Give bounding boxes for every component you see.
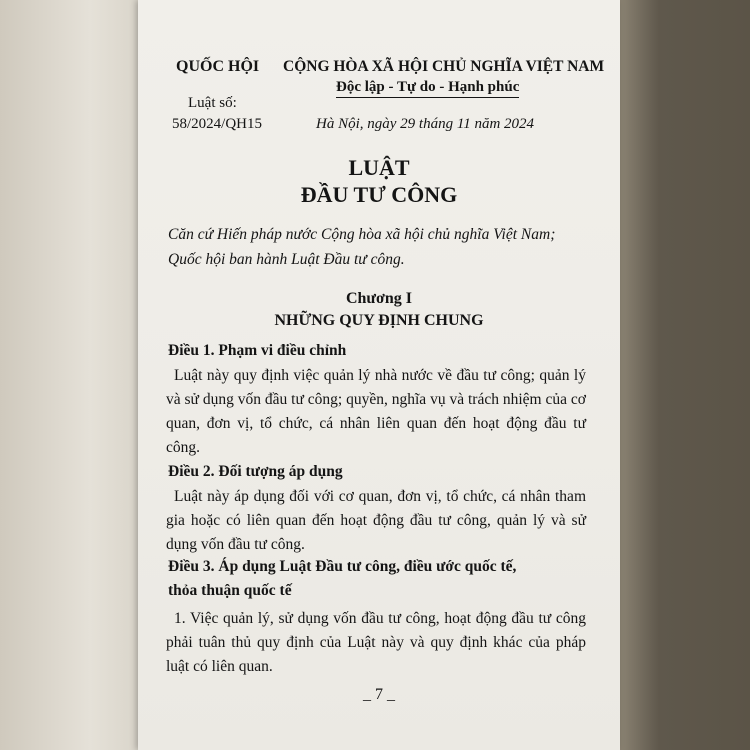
- chapter-name: NHỮNG QUY ĐỊNH CHUNG: [274, 312, 484, 329]
- article-1-heading: Điều 1. Phạm vi điều chỉnh: [168, 342, 347, 359]
- document-page: [138, 0, 620, 750]
- article-3-heading-line-1: Điều 3. Áp dụng Luật Đầu tư công, điều ước quốc tế,: [168, 558, 517, 575]
- law-title: LUẬT: [348, 155, 410, 180]
- chapter-number: Chương I: [345, 290, 413, 307]
- article-3-heading-line-2: thỏa thuận quốc tế: [168, 582, 292, 599]
- law-number: 58/2024/QH15: [172, 116, 262, 132]
- page-number: _ 7 _: [363, 686, 395, 703]
- place-date: Hà Nội, ngày 29 tháng 11 năm 2024: [316, 116, 535, 132]
- preamble-line-2: Quốc hội ban hành Luật Đầu tư công.: [168, 251, 405, 268]
- issuer: QUỐC HỘI: [176, 58, 260, 75]
- article-3-body: 1. Việc quản lý, sử dụng vốn đầu tư công, hoạt động đầu tư công phải tuân thủ quy định của Luật này và quy định khác của pháp luật có liên quan.: [166, 610, 586, 675]
- preamble-line-1: Căn cứ Hiến pháp nước Cộng hòa xã hội chủ nghĩa Việt Nam;: [168, 226, 556, 243]
- national-motto: Độc lập - Tự do - Hạnh phúc: [336, 79, 519, 98]
- book-edge-right: [620, 0, 750, 750]
- article-1-body: Luật này quy định việc quản lý nhà nước về đầu tư công; quản lý và sử dụng vốn đầu tư công; quyền, nghĩa vụ và trách nhiệm của cơ quan, đơn vị, tổ chức, cá nhân liên quan đến hoạt động đầu tư công.: [166, 367, 586, 456]
- republic-title: CỘNG HÒA XÃ HỘI CHỦ NGHĨA VIỆT NAM: [283, 58, 605, 75]
- law-subtitle: ĐẦU TƯ CÔNG: [300, 182, 458, 207]
- law-number-label: Luật số:: [188, 95, 237, 111]
- article-2-heading: Điều 2. Đối tượng áp dụng: [168, 463, 343, 480]
- book-spine-left: [0, 0, 150, 750]
- article-2-body: Luật này áp dụng đối với cơ quan, đơn vị, tổ chức, cá nhân tham gia hoặc có liên quan đến hoạt động đầu tư công, quản lý và sử dụng vốn đầu tư công.: [166, 488, 586, 553]
